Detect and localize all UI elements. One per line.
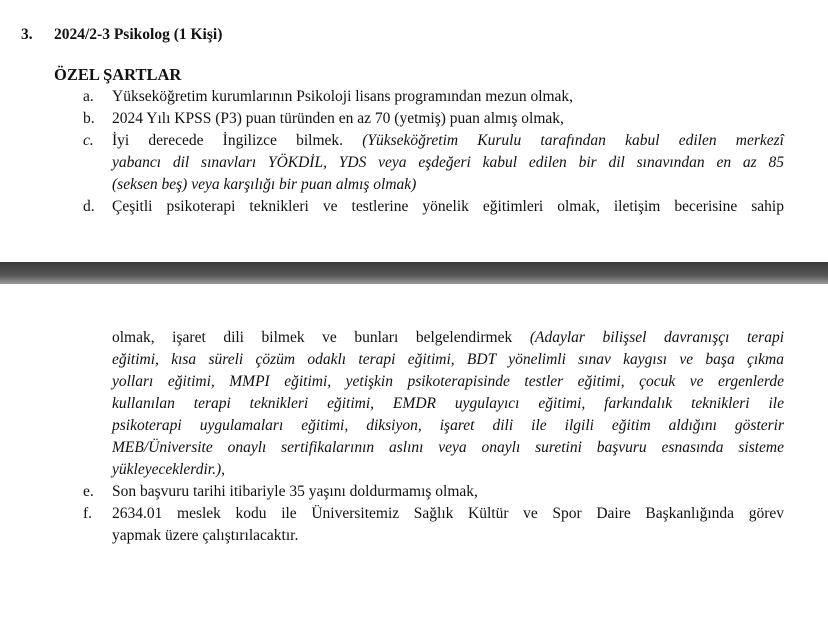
item-d-cont-line-2: eğitimi, kısa süreli çözüm odaklı terapi eğitimi, BDT yönelimli sınav kaygısı ve başa çıkma bbox=[112, 351, 784, 368]
item-e-marker: e. bbox=[83, 483, 94, 500]
item-c-text-italic: (Yükseköğretim Kurulu tarafından kabul edilen merkezî bbox=[362, 132, 784, 149]
item-d-cont-line-3: yolları eğitimi, MMPI eğitimi, yetişkin psikoterapisinde testler eğitimi, çocuk ve ergenlerde bbox=[112, 373, 784, 390]
item-a-text: Yükseköğretim kurumlarının Psikoloji lisans programından mezun olmak, bbox=[112, 88, 574, 105]
item-d-cont-end-comma: , bbox=[221, 461, 226, 478]
item-d-line-1: Çeşitli psikoterapi teknikleri ve testlerine yönelik eğitimleri olmak, iletişim becerisine sahip bbox=[112, 198, 784, 215]
item-a-marker: a. bbox=[83, 88, 94, 105]
item-c-line-1 bbox=[112, 130, 784, 152]
page-break-divider bbox=[0, 262, 828, 284]
item-d-cont-line-1 bbox=[112, 327, 784, 349]
special-conditions-title: ÖZEL ŞARTLAR bbox=[54, 65, 182, 84]
item-f-marker: f. bbox=[83, 505, 93, 522]
item-c-marker: c. bbox=[83, 132, 94, 149]
item-d-marker: d. bbox=[83, 198, 95, 215]
section-number: 3. bbox=[21, 26, 33, 43]
item-b-text: 2024 Yılı KPSS (P3) puan türünden en az 70 (yetmiş) puan almış olmak, bbox=[112, 110, 564, 127]
item-c-text-normal: İyi derecede İngilizce bilmek. bbox=[112, 132, 344, 149]
item-d-cont-end-italic: yükleyeceklerdir.) bbox=[112, 461, 222, 478]
item-d-cont-line-5: psikoterapi uygulamaları eğitimi, diksiyon, işaret dili ile ilgili eğitim aldığını gösterir bbox=[112, 417, 784, 434]
item-c-line-2: yabancı dil sınavları YÖKDİL, YDS veya eşdeğeri kabul edilen bir dil sınavından en az 85 bbox=[112, 154, 784, 171]
item-c-line-3: (seksen beş) veya karşılığı bir puan almış olmak) bbox=[112, 176, 417, 193]
item-f-line-1: 2634.01 meslek kodu ile Üniversitemiz Sağlık Kültür ve Spor Daire Başkanlığında görev bbox=[112, 505, 784, 522]
item-e-text: Son başvuru tarihi itibariyle 35 yaşını doldurmamış olmak, bbox=[112, 483, 478, 500]
item-d-cont-normal: olmak, işaret dili bilmek ve bunları belgelendirmek bbox=[112, 329, 513, 346]
position-title: 2024/2-3 Psikolog (1 Kişi) bbox=[54, 26, 223, 43]
item-b-marker: b. bbox=[83, 110, 95, 127]
item-d-cont-line-4: kullanılan terapi teknikleri eğitimi, EMDR uygulayıcı eğitimi, farkındalık teknikleri ile bbox=[112, 395, 784, 412]
item-d-cont-italic: (Adaylar bilişsel davranışçı terapi bbox=[529, 329, 785, 346]
item-f-line-2: yapmak üzere çalıştırılacaktır. bbox=[112, 527, 299, 544]
item-d-cont-line-6: MEB/Üniversite onaylı sertifikalarının aslını veya onaylı suretini başvuru esnasında sisteme bbox=[112, 439, 784, 456]
item-d-cont-line-7 bbox=[112, 459, 225, 481]
